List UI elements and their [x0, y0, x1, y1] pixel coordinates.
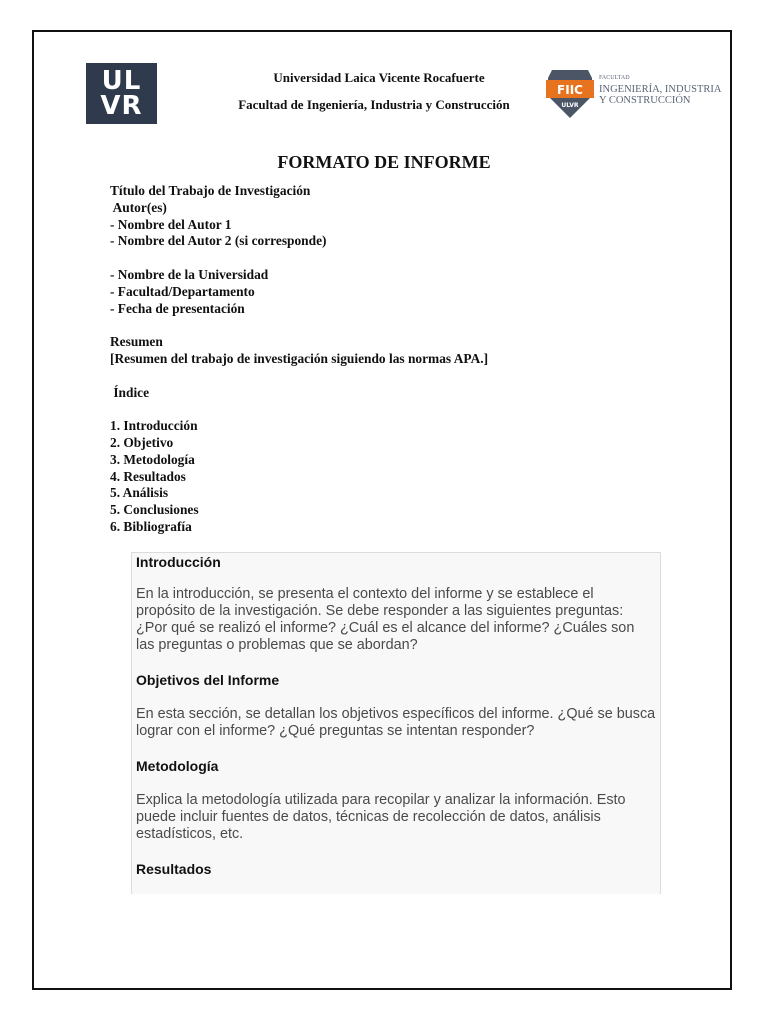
text-line: - Fecha de presentación — [110, 300, 245, 316]
document-page — [32, 30, 732, 990]
fiic-shield-text: FIIC — [557, 83, 583, 97]
section-introduccion — [136, 553, 656, 654]
section-text: Explica la metodología utilizada para recopilar y analizar la información. Esto puede incluir fuentes de datos, técnicas de recolección de datos, análisis estadísticos, etc. — [136, 792, 626, 842]
ulvr-logo-line2: VR — [100, 90, 143, 121]
text-line: 6. Bibliografía — [110, 518, 192, 534]
text-line: Autor(es) — [110, 199, 167, 215]
blank-line — [110, 401, 488, 418]
ulvr-logo-line1: UL — [101, 65, 142, 96]
text-line: 3. Metodología — [110, 451, 195, 467]
document-title: FORMATO DE INFORME — [277, 152, 491, 172]
text-line: - Nombre del Autor 2 (si corresponde) — [110, 233, 327, 249]
section-text: En esta sección, se detallan los objetivos específicos del informe. ¿Qué se busca lograr con el informe? ¿Qué preguntas se intentan responder? — [136, 706, 656, 739]
text-line: - Nombre de la Universidad — [110, 266, 269, 282]
text-line: 1. Introducción — [110, 418, 198, 434]
section-resultados — [136, 860, 656, 878]
section-objetivos — [136, 671, 656, 740]
text-line: - Nombre del Autor 1 — [110, 216, 232, 232]
fiic-logo-line2: Y CONSTRUCCIÓN — [599, 95, 691, 106]
embedded-content-panel — [131, 552, 661, 894]
fiic-logo-text — [599, 73, 721, 106]
text-line: Título del Trabajo de Investigación — [110, 183, 311, 198]
text-line: Resumen — [110, 334, 163, 350]
section-heading: Metodología — [136, 758, 219, 774]
fiic-logo-line1: INGENIERÍA, INDUSTRIA — [599, 84, 722, 95]
section-heading: Introducción — [136, 554, 221, 570]
blank-line — [110, 250, 488, 267]
section-metodologia — [136, 757, 656, 843]
text-line: 5. Análisis — [110, 485, 169, 501]
university-name: Universidad Laica Vicente Rocafuerte — [273, 70, 485, 85]
fiic-shield-icon — [544, 66, 596, 122]
section-heading: Resultados — [136, 861, 212, 877]
section-text: En la introducción, se presenta el contexto del informe y se establece el propósito de la investigación. Se debe responder a las siguientes preguntas: ¿Por qué se realizó el informe? ¿Cuál es el alcance del informe? ¿Cuáles son las preguntas o problemas que se abordan? — [136, 586, 635, 653]
blank-line — [110, 317, 488, 334]
document-body — [110, 183, 488, 536]
text-line: [Resumen del trabajo de investigación siguiendo las normas APA.] — [110, 350, 489, 366]
text-line: - Facultad/Departamento — [110, 283, 255, 299]
text-line: 4. Resultados — [110, 468, 186, 484]
text-line: 5. Conclusiones — [110, 502, 199, 518]
blank-line — [110, 368, 488, 385]
text-line: 2. Objetivo — [110, 434, 174, 450]
fiic-logo — [544, 66, 724, 122]
text-line: Índice — [110, 384, 150, 400]
faculty-name: Facultad de Ingeniería, Industria y Construcción — [238, 97, 510, 112]
fiic-logo-small: FACULTAD — [599, 75, 630, 81]
fiic-shield-subtext: ULVR — [561, 102, 579, 109]
ulvr-logo — [86, 63, 157, 124]
section-heading: Objetivos del Informe — [136, 672, 280, 688]
